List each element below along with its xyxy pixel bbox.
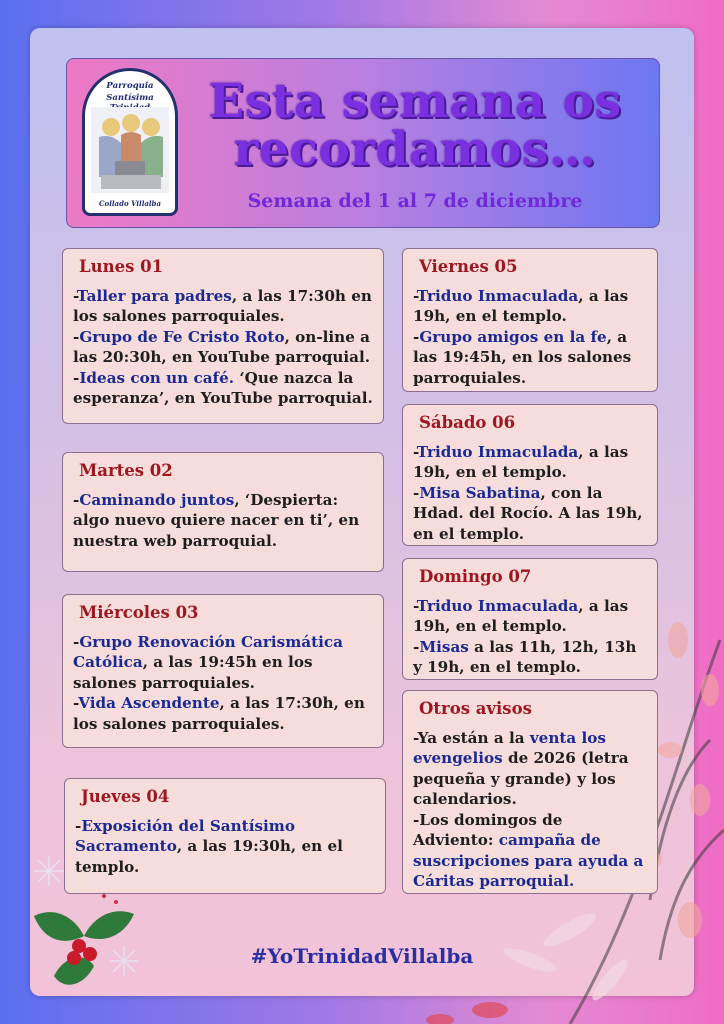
logo-line2: Santísima (106, 93, 154, 103)
day-title: Jueves 04 (81, 787, 170, 806)
hashtag: #YoTrinidadVillalba (250, 944, 474, 968)
day-title: Miércoles 03 (79, 603, 199, 622)
list-item: -Los domingos de Adviento: campaña de suscripciones para ayuda a Cáritas parroquial. (413, 810, 644, 890)
trinity-illustration (91, 107, 169, 193)
list-item: -Triduo Inmaculada, a las 19h, en el templo. (413, 286, 629, 325)
list-item: -Grupo Renovación Carismática Católica, a las 19:45h en los salones parroquiales. (73, 632, 343, 692)
week-subtitle: Semana del 1 al 7 de diciembre (247, 190, 583, 212)
day-title: Otros avisos (419, 699, 532, 718)
list-item: -Caminando juntos, ‘Despierta: algo nuevo quiere nacer en ti’, en nuestra web parroquial. (73, 490, 360, 550)
list-item: -Ideas con un café. ‘Que nazca la esperanza’, en YouTube parroquial. (73, 368, 373, 407)
list-item: -Grupo de Fe Cristo Roto, on-line a las 20:30h, en YouTube parroquial. (73, 327, 371, 366)
list-item: -Exposición del Santísimo Sacramento, a las 19:30h, en el templo. (75, 816, 343, 876)
logo-footer: Collado Villalba (98, 199, 161, 208)
list-item: -Triduo Inmaculada, a las 19h, en el templo. (413, 442, 629, 481)
list-item: -Misa Sabatina, con la Hdad. del Rocío. A las 19h, en el templo. (413, 483, 643, 543)
title-line1: Esta semana os (208, 74, 622, 129)
page-title (190, 74, 640, 177)
day-title: Viernes 05 (419, 257, 518, 276)
list-item: -Triduo Inmaculada, a las 19h, en el templo. (413, 596, 629, 635)
day-title: Sábado 06 (419, 413, 516, 432)
day-title: Domingo 07 (419, 567, 532, 586)
card-otros-avisos (402, 690, 658, 894)
list-item: -Misas a las 11h, 12h, 13h y 19h, en el templo. (413, 637, 637, 676)
day-title: Martes 02 (79, 461, 173, 480)
card-sabado (402, 404, 658, 546)
logo-line1: Parroquia (106, 81, 154, 91)
day-title: Lunes 01 (79, 257, 164, 276)
card-martes (62, 452, 384, 572)
card-miercoles (62, 594, 384, 748)
card-domingo (402, 558, 658, 680)
list-item: -Grupo amigos en la fe, a las 19:45h, en los salones parroquiales. (413, 327, 632, 387)
card-viernes (402, 248, 658, 392)
list-item: -Vida Ascendente, a las 17:30h, en los salones parroquiales. (73, 694, 365, 733)
card-jueves (64, 778, 386, 894)
list-item: -Ya están a la venta los evengelios de 2026 (letra pequeña y grande) y los calendarios. (413, 728, 629, 808)
list-item: -Taller para padres, a las 17:30h en los salones parroquiales. (73, 286, 372, 325)
parish-logo (82, 68, 178, 216)
title-line2: recordamos… (233, 122, 597, 177)
card-lunes (62, 248, 384, 424)
